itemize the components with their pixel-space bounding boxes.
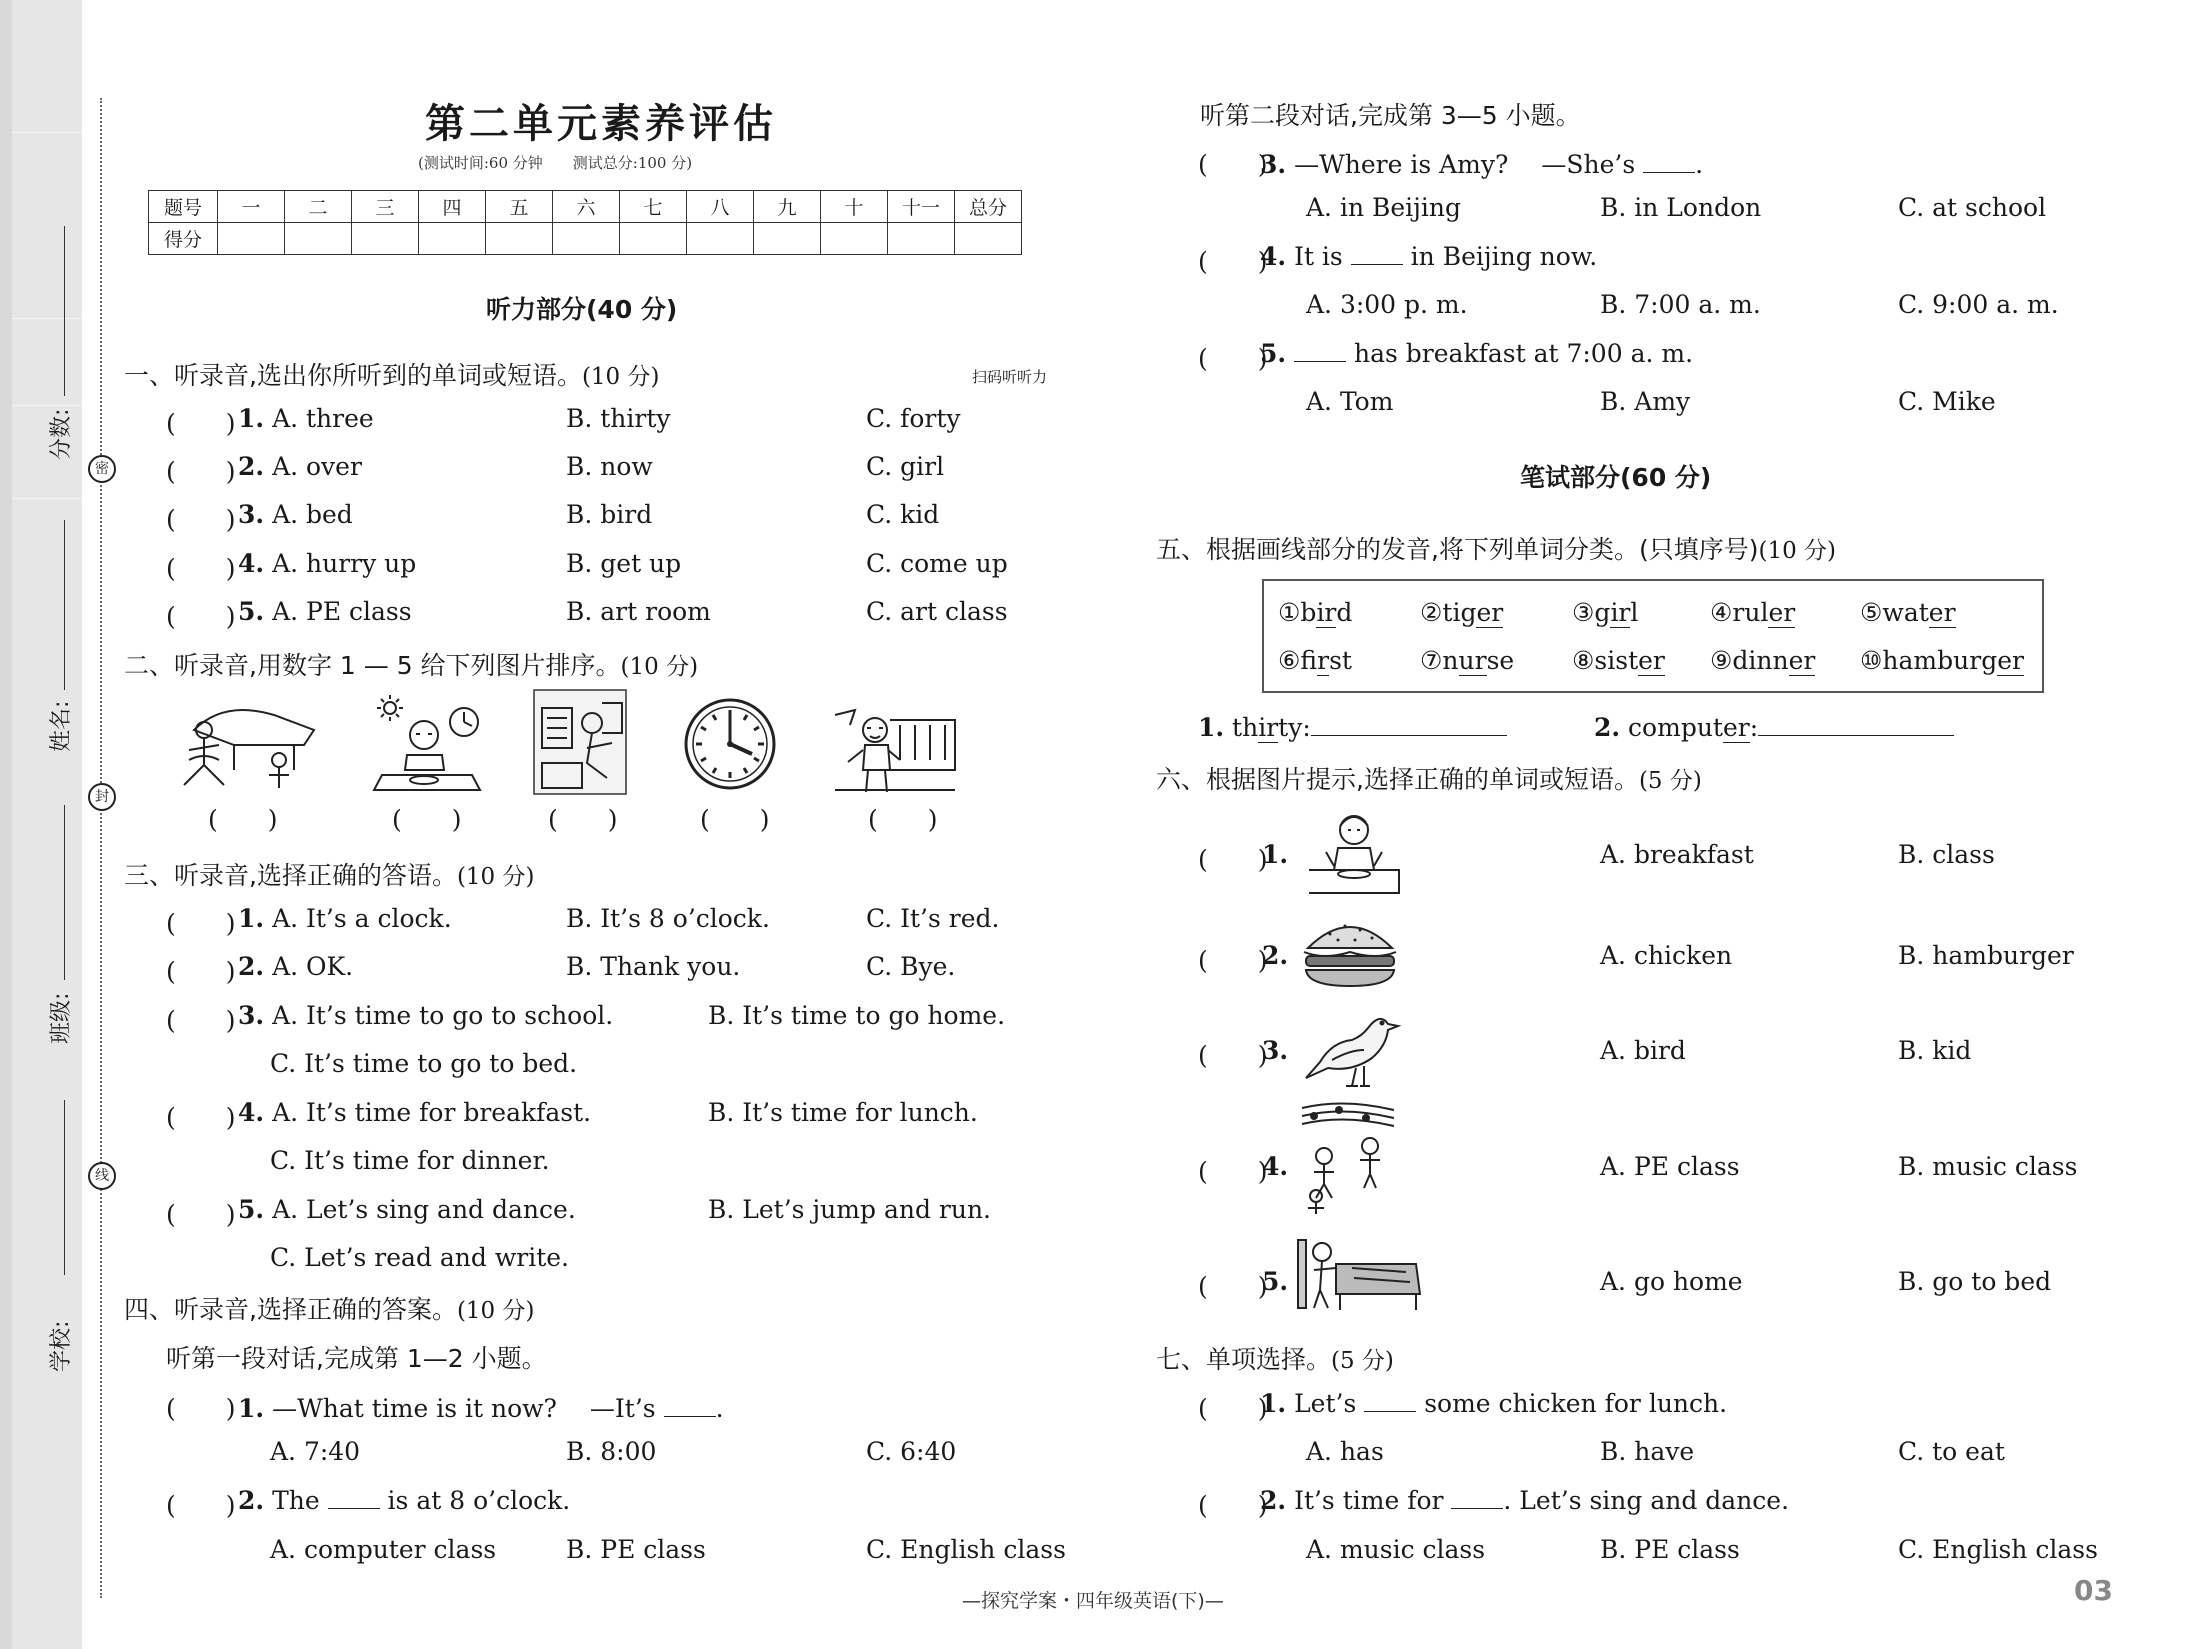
name-label: 姓名:: [49, 700, 74, 752]
score-header-cell: 题号: [149, 191, 218, 223]
page-title: 第二单元素养评估: [425, 100, 777, 147]
answer-blank[interactable]: [1451, 1488, 1503, 1509]
dialog-2-instruction: 听第二段对话,完成第 3—5 小题。: [1200, 101, 1581, 130]
question-3-5: 5. A. Let’s sing and dance.: [238, 1195, 576, 1224]
score-line: [64, 226, 65, 396]
answer-bracket[interactable]: ( ): [166, 505, 236, 534]
score-header-cell: 二: [285, 191, 352, 223]
question-6-3-number: 3.: [1262, 1036, 1289, 1065]
option-b: B. 8:00: [566, 1437, 657, 1466]
section-6-title: 六、根据图片提示,选择正确的单词或短语。(5 分): [1156, 765, 1702, 794]
question-6-4-number: 4.: [1262, 1152, 1289, 1181]
section-2-title: 二、听录音,用数字 1 — 5 给下列图片排序。(10 分): [124, 651, 699, 680]
option-a: A. computer class: [270, 1535, 497, 1564]
score-header-cell: 七: [620, 191, 687, 223]
option-a: A. 3:00 p. m.: [1306, 290, 1468, 319]
bird-picture: [1302, 1006, 1402, 1090]
page-footer: —探究学案・四年级英语(下)—: [962, 1590, 1224, 1612]
option-a: A. breakfast: [1600, 840, 1754, 869]
question-3-4: 4. A. It’s time for breakfast.: [238, 1098, 592, 1127]
answer-bracket[interactable]: ( ): [1198, 1491, 1268, 1520]
answer-bracket[interactable]: ( ): [1198, 1272, 1268, 1301]
score-header-cell: 十一: [888, 191, 955, 223]
answer-bracket[interactable]: ( ): [166, 409, 236, 438]
answer-bracket[interactable]: ( ): [166, 554, 236, 583]
option-a: A. go home: [1600, 1267, 1743, 1296]
section-1-title: 一、听录音,选出你所听到的单词或短语。(10 分): [124, 361, 660, 390]
option-a: A. in Beijing: [1306, 193, 1462, 222]
girl-breakfast-picture: [1304, 808, 1404, 900]
answer-blank[interactable]: [328, 1488, 380, 1509]
word-item: ④ruler: [1710, 598, 1796, 627]
word-item: ③girl: [1572, 598, 1639, 627]
option-b: B. Thank you.: [566, 952, 741, 981]
answer-bracket[interactable]: ( ): [166, 1491, 236, 1520]
question-1-3: 3. A. bed: [238, 500, 353, 529]
option-c: C. English class: [866, 1535, 1066, 1564]
option-a: A. 7:40: [270, 1437, 361, 1466]
option-b: B. It’s time to go home.: [708, 1001, 1006, 1030]
score-cell[interactable]: [687, 223, 754, 255]
option-b: B. art room: [566, 597, 711, 626]
school-line: [64, 1100, 65, 1275]
option-b: B. get up: [566, 549, 682, 578]
option-b: B. PE class: [566, 1535, 706, 1564]
option-b: B. PE class: [1600, 1535, 1740, 1564]
option-a: A. chicken: [1600, 941, 1733, 970]
writing-part-title: 笔试部分(60 分): [1520, 463, 1712, 492]
answer-bracket[interactable]: ( ): [1198, 1041, 1268, 1070]
question-1-4: 4. A. hurry up: [238, 549, 417, 578]
option-b: B. Let’s jump and run.: [708, 1195, 991, 1224]
girl-eating-picture: [372, 690, 482, 800]
clock-picture: [682, 692, 778, 796]
word-item: ⑦nurse: [1420, 646, 1515, 675]
score-header-cell: 十: [821, 191, 888, 223]
school-label: 学校:: [49, 1320, 74, 1372]
question-4-2: 2. The is at 8 o’clock.: [238, 1486, 571, 1515]
score-cell[interactable]: [553, 223, 620, 255]
boy-bed-picture: [1296, 1234, 1422, 1314]
score-header-cell: 九: [754, 191, 821, 223]
answer-bracket[interactable]: ( ): [166, 1006, 236, 1035]
word-item: ②tiger: [1420, 598, 1504, 627]
page-number: 03: [2074, 1574, 2113, 1607]
scan-qr-hint: 扫码听听力: [972, 368, 1048, 386]
word-item: ⑨dinner: [1710, 646, 1816, 675]
answer-blank[interactable]: [1643, 152, 1695, 173]
option-a: A. bird: [1600, 1036, 1686, 1065]
word-item: ⑧sister: [1572, 646, 1665, 675]
question-4-5: 5. has breakfast at 7:00 a. m.: [1260, 339, 1694, 368]
question-7-2: 2. It’s time for . Let’s sing and dance.: [1260, 1486, 1790, 1515]
score-cell[interactable]: [754, 223, 821, 255]
option-c: C. Mike: [1898, 387, 1996, 416]
score-label: 分数:: [49, 408, 74, 460]
section-7-title: 七、单项选择。(5 分): [1156, 1345, 1394, 1374]
option-c: C. 9:00 a. m.: [1898, 290, 2059, 319]
option-b: B. in London: [1600, 193, 1762, 222]
score-cell[interactable]: [888, 223, 955, 255]
class-line: [64, 805, 65, 980]
picture-order-bracket-2[interactable]: ( ): [392, 805, 462, 834]
option-c: C. girl: [866, 452, 945, 481]
question-3-3: 3. A. It’s time to go to school.: [238, 1001, 614, 1030]
option-a: A. PE class: [1600, 1152, 1740, 1181]
section-5-title: 五、根据画线部分的发音,将下列单词分类。(只填序号)(10 分): [1156, 535, 1836, 564]
score-table: [148, 190, 1022, 255]
score-cell[interactable]: [620, 223, 687, 255]
score-cell[interactable]: [352, 223, 419, 255]
dialog-1-instruction: 听第一段对话,完成第 1—2 小题。: [166, 1344, 547, 1373]
word-item: ⑥first: [1278, 646, 1352, 675]
option-c: C. It’s time for dinner.: [270, 1146, 550, 1175]
option-b: B. have: [1600, 1437, 1695, 1466]
score-cell[interactable]: [486, 223, 553, 255]
score-header-cell: 六: [553, 191, 620, 223]
answer-blank[interactable]: [1758, 715, 1954, 736]
option-b: B. It’s time for lunch.: [708, 1098, 978, 1127]
option-c: C. It’s red.: [866, 904, 1000, 933]
option-b: B. music class: [1898, 1152, 2078, 1181]
question-6-2-number: 2.: [1262, 941, 1289, 970]
picture-order-bracket-3[interactable]: ( ): [548, 805, 618, 834]
option-a: A. music class: [1306, 1535, 1486, 1564]
picture-order-bracket-5[interactable]: ( ): [868, 805, 938, 834]
question-4-4: 4. It is in Beijing now.: [1260, 242, 1598, 271]
answer-bracket[interactable]: ( ): [166, 957, 236, 986]
option-c: C. English class: [1898, 1535, 2098, 1564]
listening-part-title: 听力部分(40 分): [486, 295, 678, 324]
option-b: B. class: [1898, 840, 1995, 869]
option-b: B. now: [566, 452, 653, 481]
class-label: 班级:: [49, 992, 74, 1044]
option-b: B. go to bed: [1898, 1267, 2052, 1296]
word-item: ①bird: [1278, 598, 1353, 627]
answer-bracket[interactable]: ( ): [166, 1103, 236, 1132]
question-3-1: 1. A. It’s a clock.: [238, 904, 452, 933]
seal-xian: 线: [88, 1162, 116, 1190]
score-cell[interactable]: [285, 223, 352, 255]
score-row-label: 得分: [149, 223, 218, 255]
option-c: C. to eat: [1898, 1437, 2005, 1466]
answer-bracket[interactable]: ( ): [166, 602, 236, 631]
answer-blank[interactable]: [1364, 1391, 1416, 1412]
option-b: B. 7:00 a. m.: [1600, 290, 1761, 319]
option-b: B. kid: [1898, 1036, 1972, 1065]
score-header-cell: 八: [687, 191, 754, 223]
option-c: C. come up: [866, 549, 1008, 578]
option-b: B. bird: [566, 500, 653, 529]
section-3-title: 三、听录音,选择正确的答语。(10 分): [124, 861, 535, 890]
answer-blank[interactable]: [1311, 715, 1507, 736]
option-c: C. at school: [1898, 193, 2047, 222]
binding-dotted-line: [100, 98, 102, 1598]
question-6-1-number: 1.: [1262, 840, 1289, 869]
section-4-title: 四、听录音,选择正确的答案。(10 分): [124, 1295, 535, 1324]
answer-bracket[interactable]: ( ): [1198, 946, 1268, 975]
option-c: C. art class: [866, 597, 1008, 626]
answer-bracket[interactable]: ( ): [1198, 1394, 1268, 1423]
score-table-header-row: [149, 191, 1022, 223]
option-b: B. hamburger: [1898, 941, 2074, 970]
seal-mi: 密: [88, 455, 116, 483]
picture-order-bracket-1[interactable]: ( ): [208, 805, 278, 834]
option-c: C. It’s time to go to bed.: [270, 1049, 578, 1078]
question-1-2: 2. A. over: [238, 452, 362, 481]
answer-bracket[interactable]: ( ): [166, 1394, 236, 1423]
answer-blank[interactable]: [1294, 341, 1346, 362]
answer-bracket[interactable]: ( ): [1198, 845, 1268, 874]
score-header-cell: 一: [218, 191, 285, 223]
fill-item-2: 2. computer:: [1594, 713, 1954, 742]
score-header-cell: 五: [486, 191, 553, 223]
hamburger-picture: [1300, 912, 1400, 992]
page-subtitle: (测试时间:60 分钟 测试总分:100 分): [418, 154, 693, 172]
bedroom-picture: [532, 688, 628, 798]
option-c: C. 6:40: [866, 1437, 957, 1466]
answer-bracket[interactable]: ( ): [1198, 150, 1268, 179]
question-7-1: 1. Let’s some chicken for lunch.: [1260, 1389, 1728, 1418]
question-4-3: 3. —Where is Amy? —She’s .: [1260, 150, 1704, 179]
ballet-dancers-picture: [164, 690, 324, 800]
option-c: C. Bye.: [866, 952, 956, 981]
option-a: A. Tom: [1306, 387, 1394, 416]
answer-bracket[interactable]: ( ): [1198, 344, 1268, 373]
option-c: C. kid: [866, 500, 940, 529]
question-4-1: 1. —What time is it now? —It’s .: [238, 1394, 724, 1423]
option-b: B. It’s 8 o’clock.: [566, 904, 770, 933]
name-line: [64, 520, 65, 690]
boy-going-home-picture: [830, 700, 960, 800]
score-cell[interactable]: [419, 223, 486, 255]
score-cell[interactable]: [218, 223, 285, 255]
fill-item-1: 1. thirty:: [1198, 713, 1507, 742]
score-table-score-row: [149, 223, 1022, 255]
answer-bracket[interactable]: ( ): [166, 457, 236, 486]
answer-blank[interactable]: [1351, 244, 1403, 265]
score-header-cell: 总分: [955, 191, 1022, 223]
answer-bracket[interactable]: ( ): [166, 909, 236, 938]
question-1-1: 1. A. three: [238, 404, 374, 433]
score-cell[interactable]: [821, 223, 888, 255]
word-item: ⑩hamburger: [1860, 646, 2024, 675]
question-6-5-number: 5.: [1262, 1267, 1289, 1296]
answer-bracket[interactable]: ( ): [166, 1200, 236, 1229]
score-header-cell: 四: [419, 191, 486, 223]
music-class-picture: [1294, 1098, 1404, 1218]
seal-feng: 封: [88, 783, 116, 811]
answer-bracket[interactable]: ( ): [1198, 247, 1268, 276]
score-header-cell: 三: [352, 191, 419, 223]
option-c: C. forty: [866, 404, 961, 433]
picture-order-bracket-4[interactable]: ( ): [700, 805, 770, 834]
option-c: C. Let’s read and write.: [270, 1243, 569, 1272]
question-3-2: 2. A. OK.: [238, 952, 354, 981]
option-b: B. Amy: [1600, 387, 1691, 416]
question-1-5: 5. A. PE class: [238, 597, 412, 626]
binding-gutter: [0, 0, 82, 1649]
score-cell[interactable]: [955, 223, 1022, 255]
answer-bracket[interactable]: ( ): [1198, 1157, 1268, 1186]
option-b: B. thirty: [566, 404, 671, 433]
answer-blank[interactable]: [664, 1396, 716, 1417]
word-item: ⑤water: [1860, 598, 1956, 627]
option-a: A. has: [1306, 1437, 1384, 1466]
